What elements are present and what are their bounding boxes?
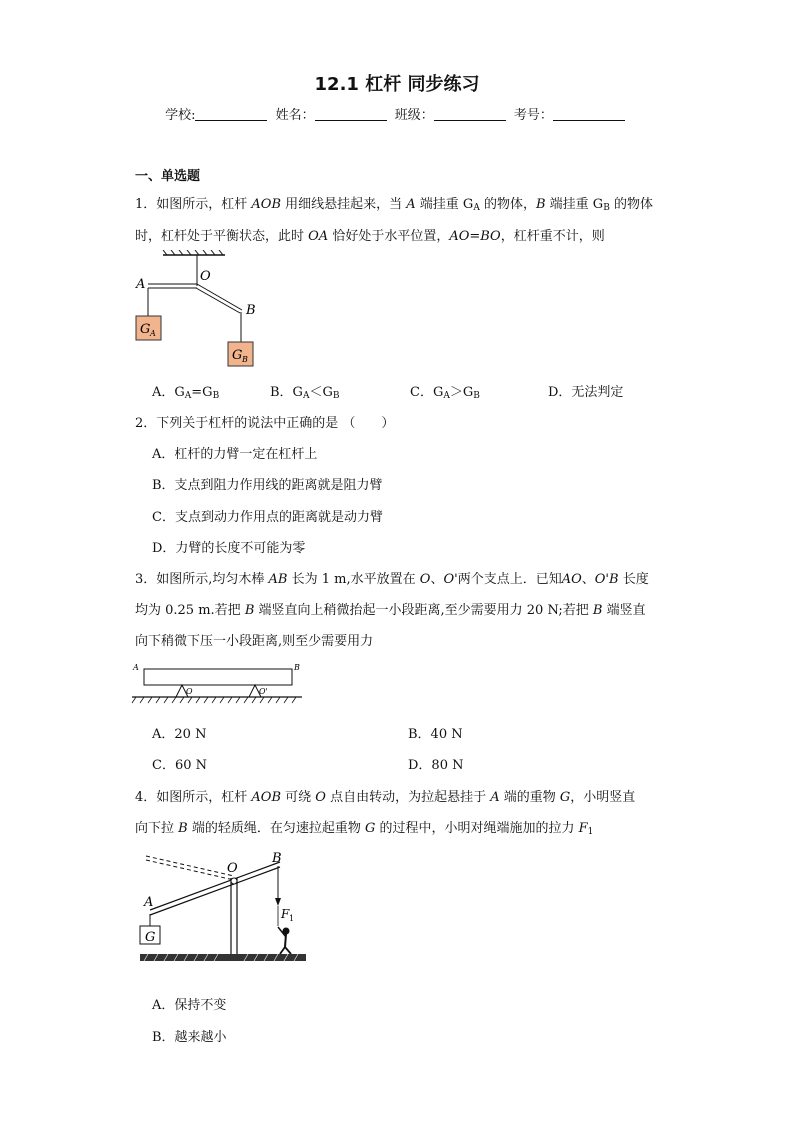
svg-text:A: A xyxy=(133,663,139,672)
page-title: 12.1 杠杆 同步练习 xyxy=(314,74,480,95)
svg-text:B: B xyxy=(294,663,300,672)
q1-option-a[interactable]: A．$G_A=G_B$ xyxy=(152,385,220,401)
q1-lever-figure xyxy=(130,250,270,370)
q4-lever-figure xyxy=(138,848,308,970)
svg-text:B: B xyxy=(242,355,248,364)
q2-stem: 2．下列关于杠杆的说法中正确的是 （ ） xyxy=(135,416,395,431)
svg-text:O': O' xyxy=(259,687,268,696)
q1-option-b[interactable]: B．$G_A<G_B$ xyxy=(270,385,340,401)
q4-stem-line-1: 4．如图所示，杠杆 AOB 可绕 O 点自由转动，为拉起悬挂于 A 端的重物 G，小明竖直 xyxy=(135,790,636,805)
q4-option-a[interactable]: A．保持不变 xyxy=(152,998,227,1013)
q3-option-b[interactable]: B．40 N xyxy=(408,727,463,742)
svg-text:G: G xyxy=(145,930,156,945)
number-blank[interactable] xyxy=(553,107,625,121)
svg-text:G: G xyxy=(232,348,243,363)
q3-beam-figure xyxy=(130,662,305,708)
q4-stem-line-2: 向下拉 B 端的轻质绳．在匀速拉起重物 G 的过程中，小明对绳端施加的拉力 $F_1$ xyxy=(135,821,594,837)
svg-text:B: B xyxy=(246,303,256,318)
section-heading: 一、单选题 xyxy=(135,169,201,184)
svg-text:F: F xyxy=(281,907,290,921)
q3-option-d[interactable]: D．80 N xyxy=(408,758,464,773)
q3-stem-line-3: 向下稍微下压一小段距离,则至少需要用力 xyxy=(135,634,374,649)
q4-option-b[interactable]: B．越来越小 xyxy=(152,1030,227,1045)
svg-text:O: O xyxy=(186,687,193,696)
name-label: 姓名： xyxy=(275,108,315,123)
q2-option-b[interactable]: B．支点到阻力作用线的距离就是阻力臂 xyxy=(152,478,383,493)
student-info-row xyxy=(0,104,794,123)
q2-option-c[interactable]: C．支点到动力作用点的距离就是动力臂 xyxy=(152,510,383,525)
svg-text:1: 1 xyxy=(289,914,295,923)
class-blank[interactable] xyxy=(434,107,506,121)
q3-option-c[interactable]: C．60 N xyxy=(152,758,207,773)
svg-text:A: A xyxy=(136,277,146,292)
svg-text:O: O xyxy=(200,269,211,284)
svg-text:O: O xyxy=(227,861,238,876)
school-label: 学校: xyxy=(165,108,196,123)
svg-text:A: A xyxy=(150,329,156,338)
q3-option-a[interactable]: A．20 N xyxy=(152,727,207,742)
class-label: 班级： xyxy=(394,108,434,123)
q2-option-a[interactable]: A．杠杆的力臂一定在杠杆上 xyxy=(152,447,318,462)
svg-text:G: G xyxy=(140,322,151,337)
q1-stem-line-2: 时，杠杆处于平衡状态，此时 OA 恰好处于水平位置，AO=BO，杠杆重不计，则 xyxy=(135,229,605,244)
q1-option-d[interactable]: D．无法判定 xyxy=(548,385,624,400)
q3-stem-line-2: 均为 0.25 m.若把 B 端竖直向上稍微抬起一小段距离,至少需要用力 20 N;若把 B 端竖直 xyxy=(135,603,646,618)
q1-stem-line-1: 1．如图所示，杠杆 AOB 用细线悬挂起来，当 A 端挂重 $G_A$ 的物体，B 端挂重 $G_B$ 的物体 xyxy=(135,197,653,213)
name-blank[interactable] xyxy=(315,107,387,121)
svg-text:B: B xyxy=(272,851,282,866)
q1-option-c[interactable]: C．$G_A>G_B$ xyxy=(410,385,480,401)
q2-option-d[interactable]: D．力臂的长度不可能为零 xyxy=(152,541,306,556)
q3-stem-line-1: 3．如图所示,均匀木棒 AB 长为 1 m,水平放置在 O、O'两个支点上．已知AO、O'B 长度 xyxy=(135,572,649,587)
svg-text:A: A xyxy=(144,895,154,910)
school-blank[interactable] xyxy=(195,107,267,121)
number-label: 考号： xyxy=(513,108,553,123)
